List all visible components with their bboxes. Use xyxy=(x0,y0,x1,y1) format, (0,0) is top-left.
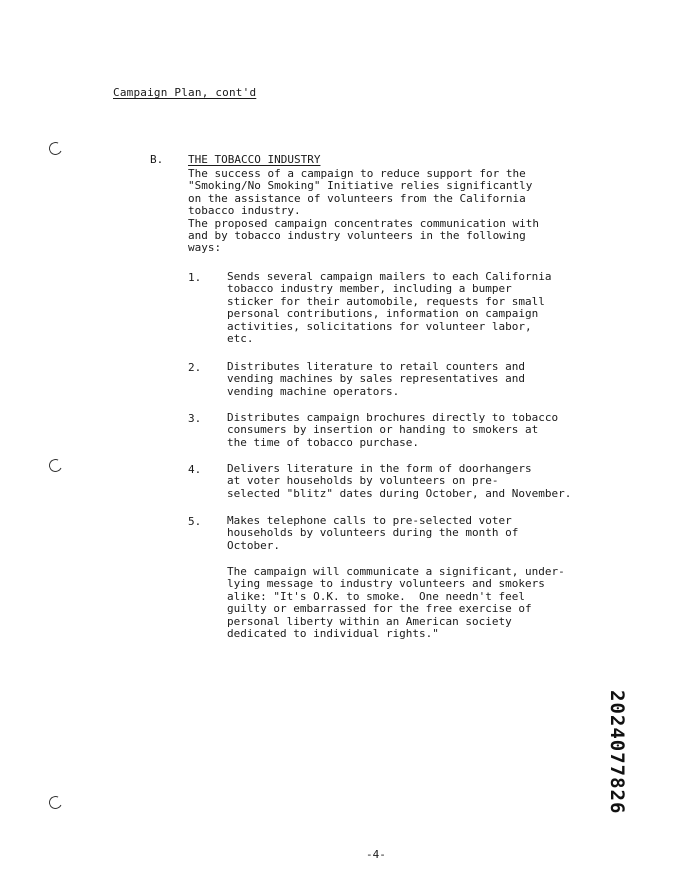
item-line: vending machines by sales representatives and xyxy=(227,372,526,386)
item-line: personal contributions, information on campaign xyxy=(227,307,539,321)
list-item xyxy=(227,361,622,398)
closing-line: guilty or embarrassed for the free exercise of xyxy=(227,602,532,616)
intro-line: on the assistance of volunteers from the California xyxy=(188,191,526,205)
item-line: Delivers literature in the form of doorhangers xyxy=(227,462,532,475)
item-number: 2. xyxy=(188,361,202,374)
page-number: -4- xyxy=(366,848,386,861)
item-line: sticker for their automobile, requests for small xyxy=(227,294,545,308)
item-line: tobacco industry member, including a bumper xyxy=(227,282,512,296)
item-line: vending machine operators. xyxy=(227,384,400,398)
intro-line: tobacco industry. xyxy=(188,204,301,218)
closing-line: personal liberty within an American society xyxy=(227,614,512,628)
intro-line: and by tobacco industry volunteers in the following xyxy=(188,229,526,243)
item-line: October. xyxy=(227,538,280,552)
item-number: 3. xyxy=(188,412,202,425)
list-item xyxy=(227,412,622,449)
item-line: activities, solicitations for volunteer labor, xyxy=(227,319,532,333)
intro-line: The proposed campaign concentrates communication with xyxy=(188,216,539,230)
closing-line: lying message to industry volunteers and smokers xyxy=(227,577,545,591)
punch-hole-bottom xyxy=(47,794,64,811)
intro-line: ways: xyxy=(188,241,222,255)
item-line: etc. xyxy=(227,332,254,346)
punch-hole-top xyxy=(47,140,64,157)
list-item xyxy=(227,515,622,552)
section-letter: B. xyxy=(150,153,164,166)
punch-hole-middle xyxy=(47,457,64,474)
item-line: selected "blitz" dates during October, and November. xyxy=(227,486,572,500)
section-intro xyxy=(188,168,598,255)
item-line: Makes telephone calls to pre-selected voter xyxy=(227,514,512,527)
item-line: Distributes campaign brochures directly to tobacco xyxy=(227,411,559,424)
page-header: Campaign Plan, cont'd xyxy=(113,86,257,99)
closing-line: The campaign will communicate a significant, under- xyxy=(227,565,565,578)
section-title: THE TOBACCO INDUSTRY xyxy=(188,153,321,166)
item-number: 4. xyxy=(188,463,202,476)
bates-number: 2024077826 xyxy=(606,690,628,815)
closing-paragraph xyxy=(227,566,622,640)
item-number: 1. xyxy=(188,271,202,284)
intro-line: "Smoking/No Smoking" Initiative relies significantly xyxy=(188,179,533,193)
item-line: Sends several campaign mailers to each California xyxy=(227,270,552,283)
item-number: 5. xyxy=(188,515,202,528)
list-item xyxy=(227,271,622,345)
intro-line: The success of a campaign to reduce support for the xyxy=(188,167,526,180)
list-item xyxy=(227,463,622,500)
closing-line: dedicated to individual rights." xyxy=(227,627,439,641)
item-line: Distributes literature to retail counters and xyxy=(227,360,526,373)
closing-line: alike: "It's O.K. to smoke. One needn't feel xyxy=(227,589,526,603)
item-line: consumers by insertion or handing to smokers at xyxy=(227,423,539,437)
item-line: at voter households by volunteers on pre- xyxy=(227,474,499,488)
item-line: households by volunteers during the month of xyxy=(227,526,519,540)
item-line: the time of tobacco purchase. xyxy=(227,435,420,449)
